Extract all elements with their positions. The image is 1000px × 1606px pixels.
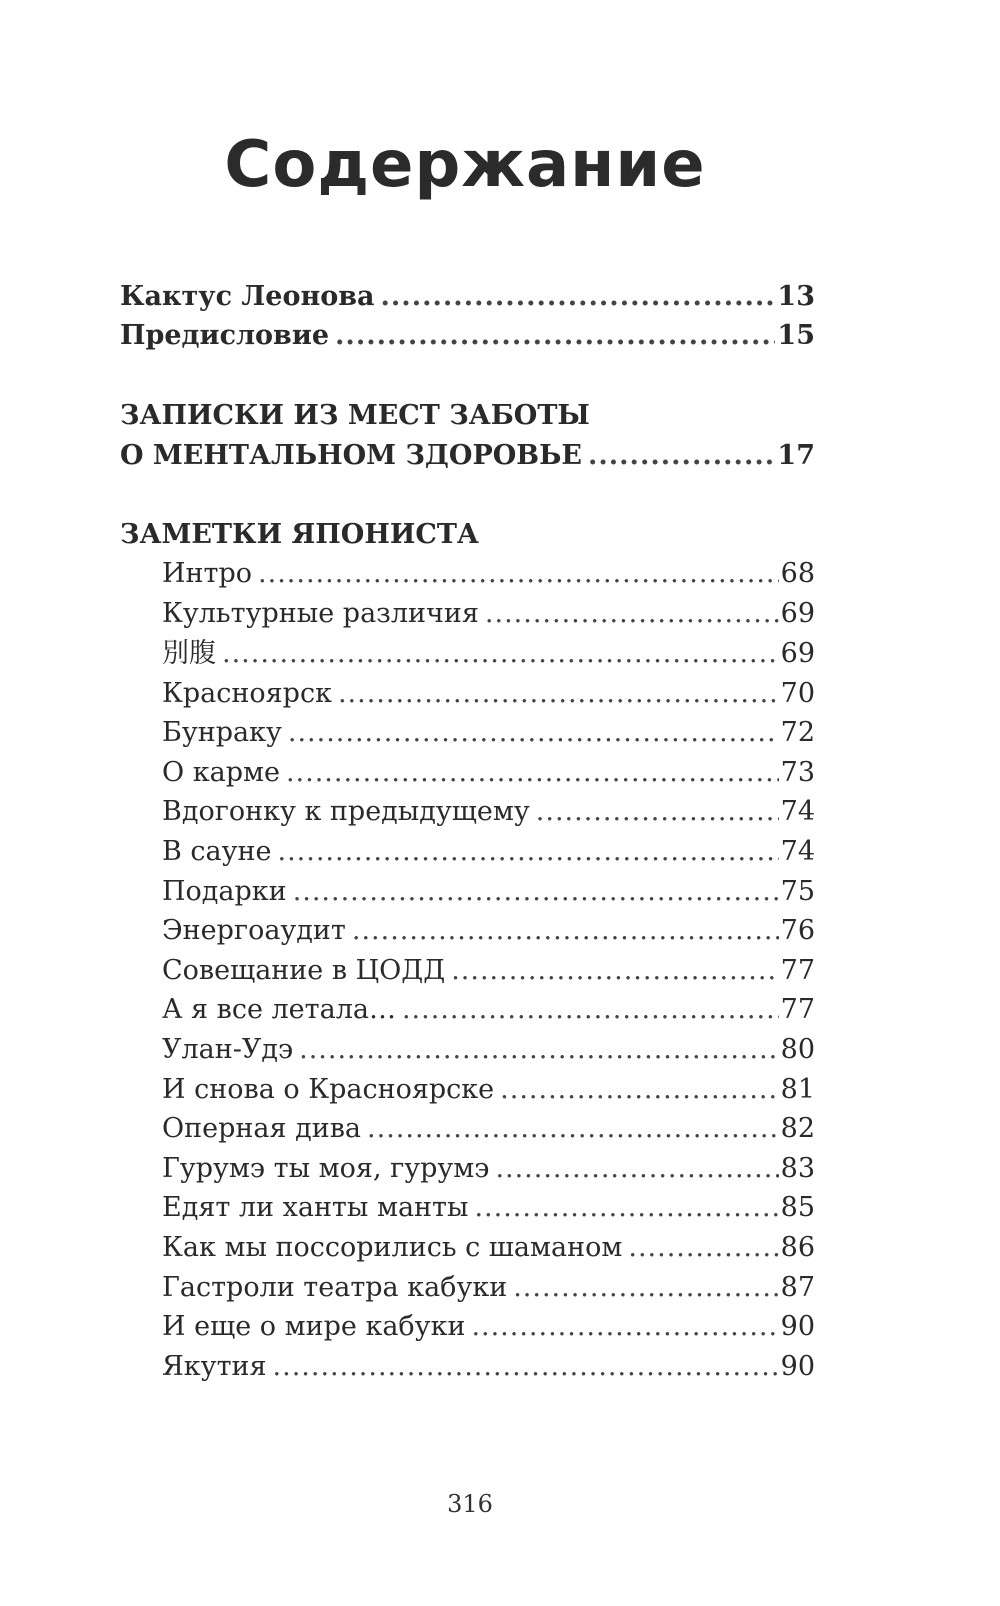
toc-entry-page: 90 — [780, 1311, 815, 1342]
leader-dots — [338, 673, 779, 714]
toc-entry-page: 73 — [780, 757, 815, 788]
toc-entry-label: И снова о Красноярске — [162, 1074, 495, 1105]
toc-entry[interactable] — [162, 1267, 815, 1308]
toc-entry-page: 85 — [780, 1192, 815, 1223]
toc-entry-label: А я все летала… — [162, 994, 396, 1025]
toc-entry-page: 87 — [780, 1272, 815, 1303]
toc-entry-label: Как мы поссорились с шаманом — [162, 1232, 623, 1263]
leader-dots — [536, 791, 779, 832]
section-heading-line2: О МЕНТАЛЬНОМ ЗДОРОВЬЕ — [120, 440, 582, 471]
leader-dots — [258, 553, 779, 594]
toc-entry[interactable] — [162, 1227, 815, 1268]
toc-entry-page: 74 — [780, 836, 815, 867]
toc-entry-kaktus[interactable] — [120, 276, 815, 317]
toc-entry-page: 68 — [780, 558, 815, 589]
leader-dots — [278, 831, 779, 872]
toc-entry-label: 別腹 — [162, 638, 216, 669]
toc-entry-label: Культурные различия — [162, 598, 479, 629]
leader-dots — [335, 315, 775, 356]
toc-entry-page: 15 — [777, 320, 815, 351]
toc-entry[interactable] — [162, 910, 815, 951]
toc-entry-page: 90 — [780, 1351, 815, 1382]
leader-dots — [381, 276, 776, 317]
toc-entry[interactable] — [162, 1108, 815, 1149]
toc-entry[interactable] — [162, 1306, 815, 1347]
leader-dots — [628, 1227, 778, 1268]
toc-entry[interactable] — [162, 871, 815, 912]
toc-entry-label: Гурумэ ты моя, гурумэ — [162, 1153, 490, 1184]
toc-entry-label: И еще о мире кабуки — [162, 1311, 466, 1342]
toc-entry[interactable] — [162, 1187, 815, 1228]
toc-entry[interactable] — [162, 673, 815, 714]
toc-entry-label: Вдогонку к предыдущему — [162, 796, 530, 827]
leader-dots — [299, 1029, 779, 1070]
toc-entry-label: Совещание в ЦОДД — [162, 955, 446, 986]
toc-entry[interactable] — [162, 1346, 815, 1387]
toc-entry-page: 13 — [777, 281, 815, 312]
toc-entry-page: 77 — [780, 955, 815, 986]
leader-dots — [286, 752, 779, 793]
toc-entry[interactable] — [162, 1029, 815, 1070]
toc-entry-preface[interactable] — [120, 315, 815, 356]
toc-entry-page: 76 — [780, 915, 815, 946]
toc-entry-label: Улан-Удэ — [162, 1034, 294, 1065]
toc-entry[interactable] — [162, 989, 815, 1030]
leader-dots — [474, 1187, 778, 1228]
toc-entry-label: О карме — [162, 757, 280, 788]
toc-entry-page: 74 — [780, 796, 815, 827]
toc-entry-page: 86 — [780, 1232, 815, 1263]
leader-dots — [485, 593, 779, 634]
toc-entry[interactable] — [162, 1148, 815, 1189]
toc-entry[interactable] — [162, 831, 815, 872]
toc-entry-label: Оперная дива — [162, 1113, 362, 1144]
toc-entry[interactable] — [162, 633, 815, 674]
toc-entry-label: Подарки — [162, 876, 287, 907]
leader-dots — [402, 989, 779, 1030]
toc-entry-section1[interactable] — [120, 435, 815, 476]
toc-entry-label: Едят ли ханты манты — [162, 1192, 469, 1223]
section-heading-japanologist: ЗАМЕТКИ ЯПОНИСТА — [120, 519, 479, 550]
toc-entry-label: Предисловие — [120, 320, 330, 351]
toc-entry[interactable] — [162, 553, 815, 594]
leader-dots — [500, 1069, 778, 1110]
toc-entry-page: 69 — [780, 598, 815, 629]
toc-entry-page: 82 — [780, 1113, 815, 1144]
toc-entry[interactable] — [162, 752, 815, 793]
toc-entry[interactable] — [162, 1069, 815, 1110]
leader-dots — [588, 435, 775, 476]
page-number: 316 — [447, 1490, 493, 1518]
leader-dots — [451, 950, 778, 991]
leader-dots — [367, 1108, 779, 1149]
toc-entry-page: 81 — [780, 1074, 815, 1105]
toc-entry-page: 72 — [780, 717, 815, 748]
leader-dots — [288, 712, 779, 753]
leader-dots — [273, 1346, 779, 1387]
toc-entry-page: 75 — [780, 876, 815, 907]
toc-entry[interactable] — [162, 791, 815, 832]
toc-entry[interactable] — [162, 593, 815, 634]
toc-entry-label: Якутия — [162, 1351, 267, 1382]
toc-entry-label: Энергоаудит — [162, 915, 346, 946]
toc-entry[interactable] — [162, 950, 815, 991]
leader-dots — [495, 1148, 778, 1189]
toc-entry-page: 83 — [780, 1153, 815, 1184]
toc-entry-label: Бунраку — [162, 717, 282, 748]
toc-entry-page: 77 — [780, 994, 815, 1025]
section-heading-line1: ЗАПИСКИ ИЗ МЕСТ ЗАБОТЫ — [120, 400, 590, 431]
toc-entry[interactable] — [162, 712, 815, 753]
toc-entry-label: Красноярск — [162, 678, 332, 709]
toc-entry-label: Кактус Леонова — [120, 281, 375, 312]
leader-dots — [471, 1306, 778, 1347]
leader-dots — [222, 633, 779, 674]
toc-entry-page: 69 — [780, 638, 815, 669]
leader-dots — [513, 1267, 778, 1308]
leader-dots — [352, 910, 779, 951]
toc-entry-label: Интро — [162, 558, 253, 589]
toc-entry-page: 80 — [780, 1034, 815, 1065]
toc-entry-page: 17 — [777, 440, 815, 471]
toc-entry-page: 70 — [780, 678, 815, 709]
leader-dots — [293, 871, 779, 912]
toc-entry-label: Гастроли театра кабуки — [162, 1272, 508, 1303]
toc-entry-label: В сауне — [162, 836, 272, 867]
page-title: Содержание — [224, 128, 706, 202]
